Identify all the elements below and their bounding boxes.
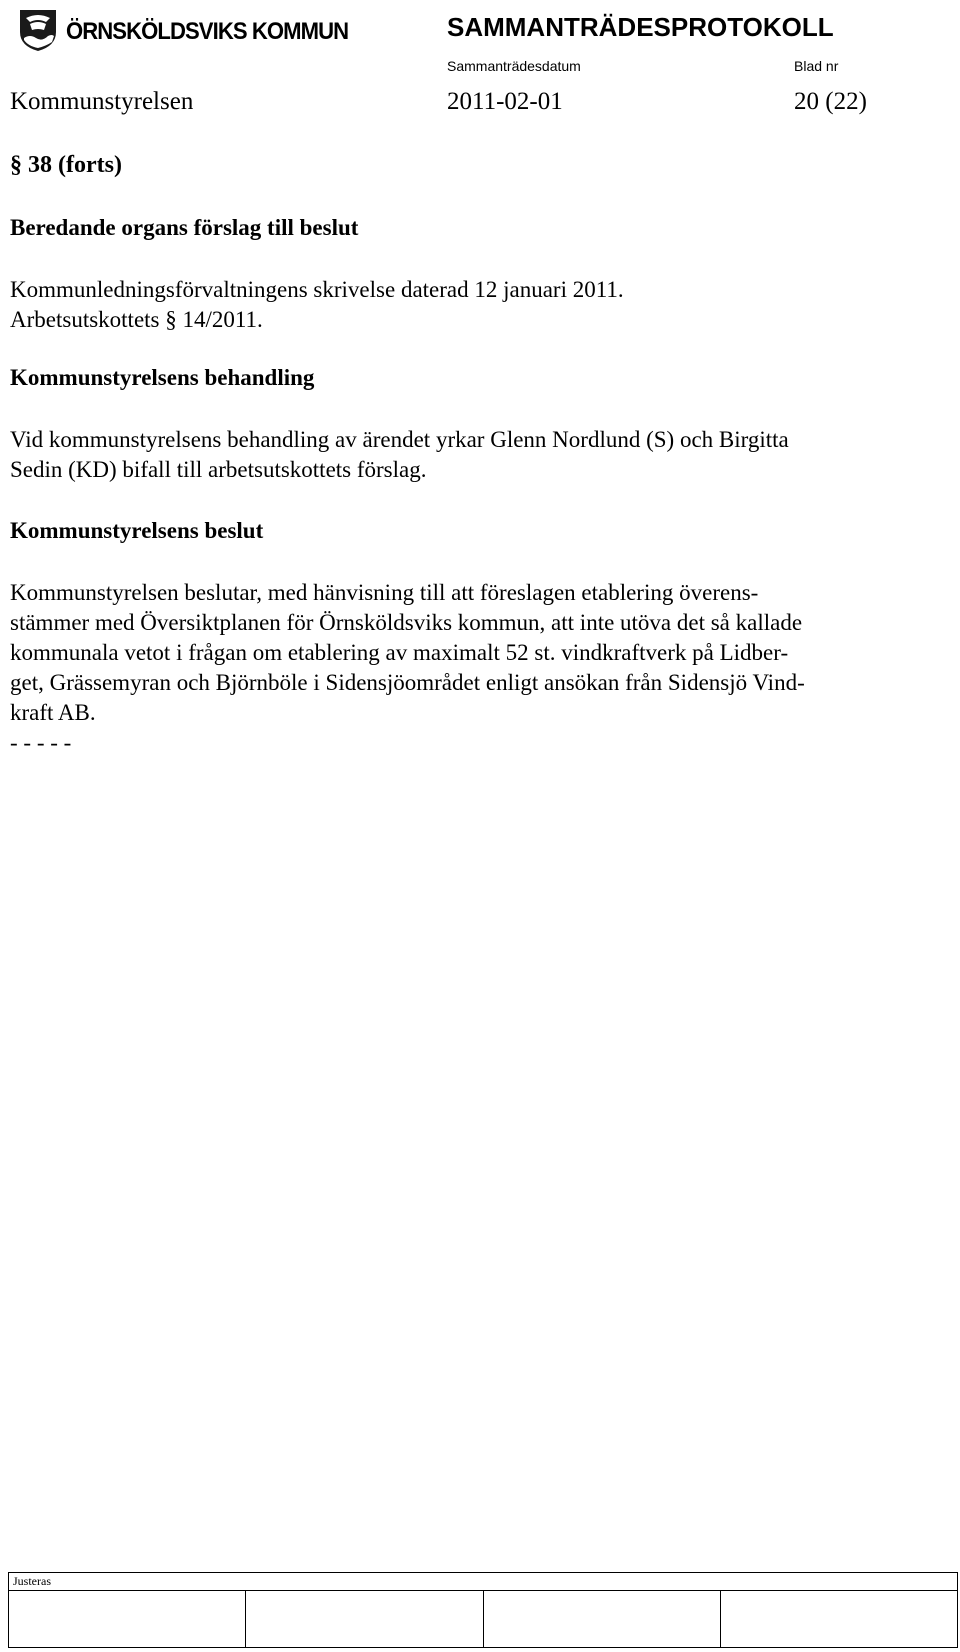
- document-type-title: SAMMANTRÄDESPROTOKOLL: [447, 12, 834, 42]
- page-number: 20 (22): [794, 88, 867, 115]
- signature-cell: [721, 1590, 957, 1647]
- signature-cell: [246, 1590, 483, 1647]
- text-line: Kommunledningsförvaltningens skrivelse daterad 12 januari 2011.: [10, 277, 624, 302]
- page-label: Blad nr: [794, 58, 839, 74]
- proposal-text: [10, 275, 624, 335]
- decision-text: [10, 578, 805, 758]
- approval-table: [8, 1572, 958, 1648]
- text-line: Kommunstyrelsen beslutar, med hänvisning till att föreslagen etablering överens-: [10, 580, 759, 605]
- text-line: Arbetsutskottets § 14/2011.: [10, 307, 263, 332]
- heading-treatment: Kommunstyrelsens behandling: [10, 365, 315, 390]
- text-line: get, Grässemyran och Björnböle i Sidensjöområdet enligt ansökan från Sidensjö Vind-: [10, 670, 805, 695]
- organization-name: ÖRNSKÖLDSVIKS KOMMUN: [66, 18, 349, 45]
- heading-decision: Kommunstyrelsens beslut: [10, 518, 264, 543]
- text-line: - - - - -: [10, 730, 72, 755]
- approval-signature-row: [9, 1590, 957, 1647]
- text-line: kraft AB.: [10, 700, 96, 725]
- heading-proposal: Beredande organs förslag till beslut: [10, 215, 359, 240]
- text-line: kommunala vetot i frågan om etablering av maximalt 52 st. vindkraftverk på Lidber-: [10, 640, 789, 665]
- treatment-text: [10, 425, 789, 485]
- municipality-logo: [18, 8, 349, 53]
- signature-cell: [9, 1590, 246, 1647]
- date-label: Sammanträdesdatum: [447, 58, 581, 74]
- text-line: Sedin (KD) bifall till arbetsutskottets förslag.: [10, 457, 427, 482]
- body-name: Kommunstyrelsen: [10, 88, 194, 115]
- section-title: § 38 (forts): [10, 152, 122, 178]
- approval-label: Justeras: [13, 1574, 51, 1588]
- text-line: Vid kommunstyrelsens behandling av ärendet yrkar Glenn Nordlund (S) och Birgitta: [10, 427, 789, 452]
- text-line: stämmer med Översiktplanen för Örnsköldsviks kommun, att inte utöva det så kallade: [10, 610, 803, 635]
- meeting-date: 2011-02-01: [447, 88, 563, 115]
- approval-header-row: [9, 1573, 957, 1591]
- coat-of-arms-icon: [18, 8, 58, 52]
- signature-cell: [484, 1590, 721, 1647]
